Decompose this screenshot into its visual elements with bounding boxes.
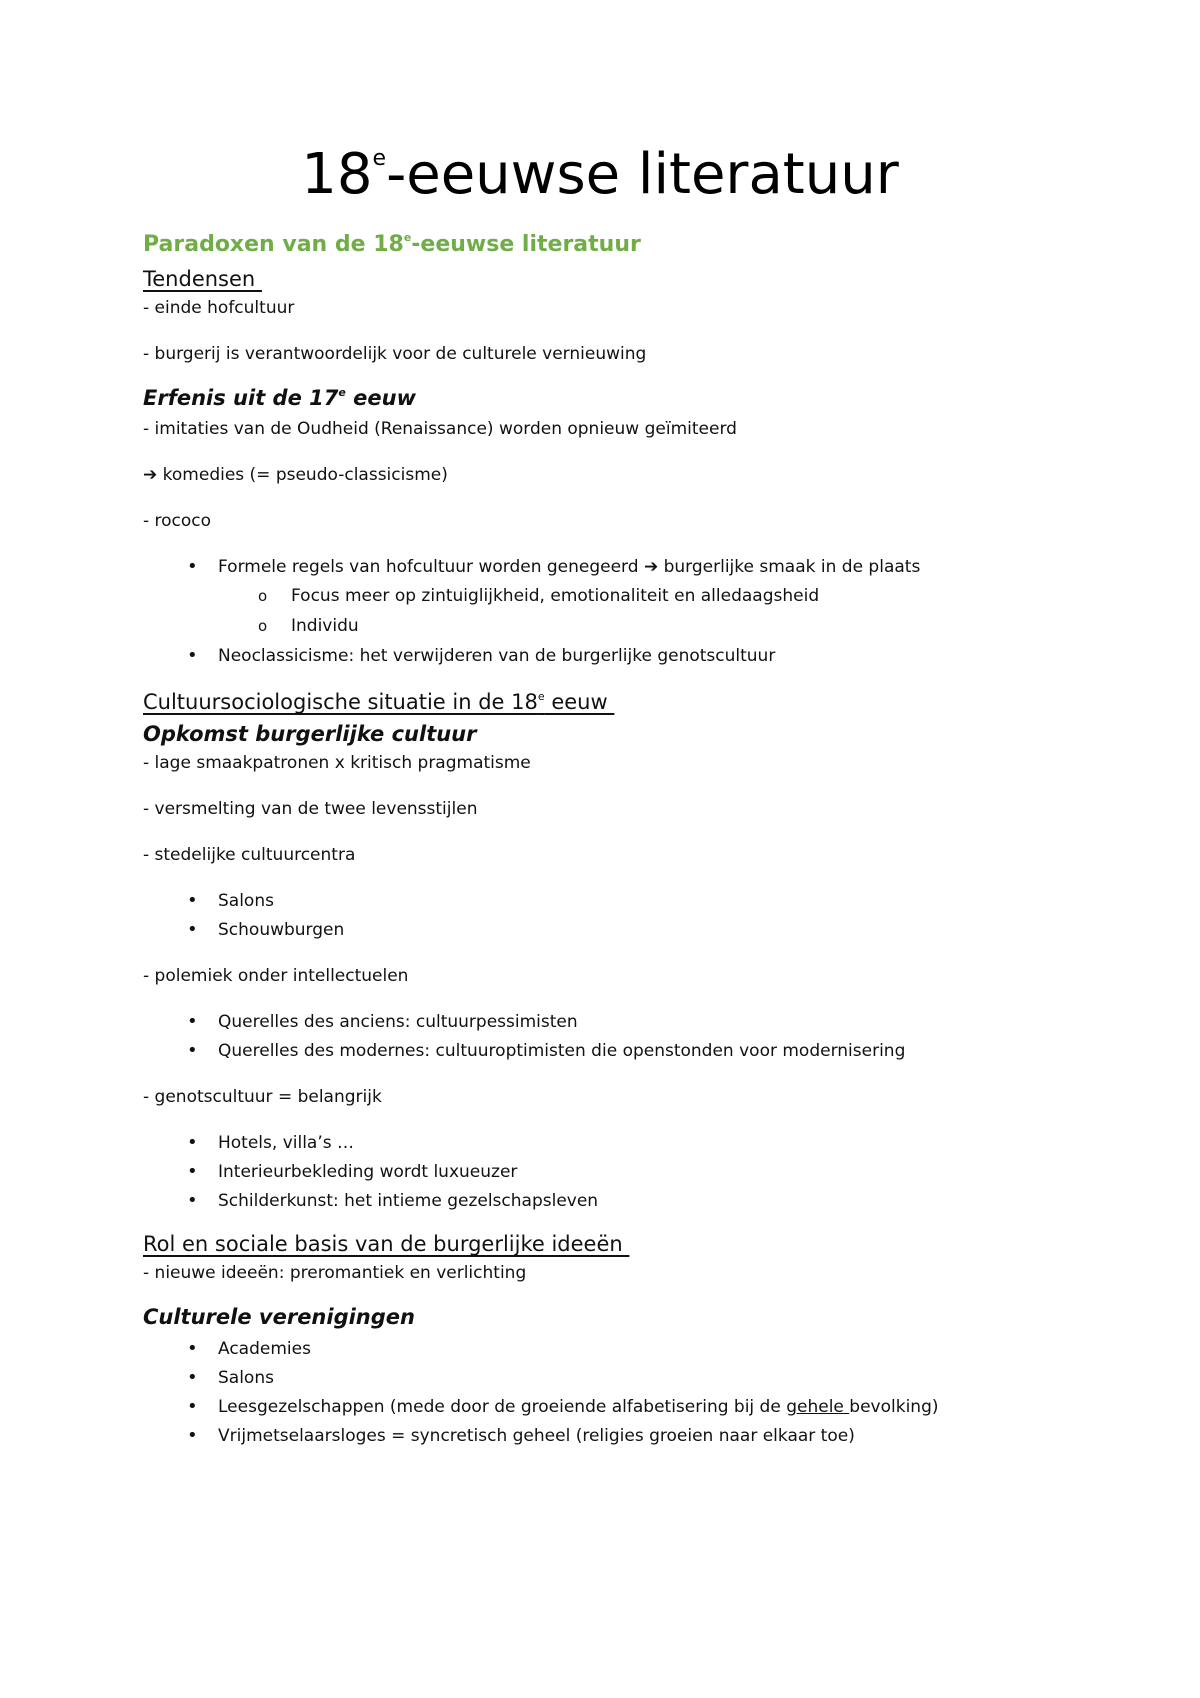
list-item: • Querelles des modernes: cultuuroptimisten die openstonden voor modernisering <box>218 1039 905 1063</box>
text-line: - genotscultuur = belangrijk <box>143 1087 382 1107</box>
heading-text: Cultuursociologische situatie in de 18 <box>143 690 538 714</box>
item-text: Leesgezelschappen (mede door de groeiende alfabetisering bij de <box>218 1397 787 1417</box>
list-item: • Hotels, villa’s … <box>218 1131 354 1155</box>
text-line: - einde hofcultuur <box>143 298 295 318</box>
list-item <box>218 1395 939 1419</box>
text-line: - versmelting van de twee levensstijlen <box>143 799 478 819</box>
heading-superscript: e <box>537 690 545 703</box>
subheading-tendensen: Tendensen <box>143 267 262 291</box>
page-title <box>0 140 1200 210</box>
heading-text-rest: eeuw <box>345 386 416 410</box>
sub-list-item: o Focus meer op zintuiglijkheid, emotionaliteit en alledaagsheid <box>291 584 819 608</box>
heading-superscript: e <box>338 386 346 399</box>
text-line: - lage smaakpatronen x kritisch pragmatisme <box>143 753 531 773</box>
title-text: 18 <box>301 142 373 207</box>
item-text: Formele regels van hofcultuur worden genegeerd <box>218 557 644 577</box>
text-line: - rococo <box>143 511 212 531</box>
text-line: - nieuwe ideeën: preromantiek en verlichting <box>143 1263 527 1283</box>
list-item: • Salons <box>218 1366 274 1390</box>
text-line: - imitaties van de Oudheid (Renaissance) worden opnieuw geïmiteerd <box>143 419 737 439</box>
subheading-rol-en-sociale-basis: Rol en sociale basis van de burgerlijke ideeën <box>143 1232 630 1256</box>
sub-list-item: o Individu <box>291 614 359 638</box>
text-line: - stedelijke cultuurcentra <box>143 845 356 865</box>
list-item: • Schouwburgen <box>218 918 344 942</box>
heading-text: Paradoxen van de 18 <box>143 232 404 257</box>
subheading-cultuursociologische-situatie <box>143 688 614 716</box>
subheading-culturele-verenigingen: Culturele verenigingen <box>143 1305 415 1329</box>
list-item: • Academies <box>218 1337 311 1361</box>
list-item: • Salons <box>218 889 274 913</box>
text-line: - burgerij is verantwoordelijk voor de culturele vernieuwing <box>143 344 647 364</box>
list-item: • Vrijmetselaarsloges = syncretisch geheel (religies groeien naar elkaar toe) <box>218 1424 855 1448</box>
arrow-icon: ➔ <box>143 465 158 485</box>
list-item: • Interieurbekleding wordt luxueuzer <box>218 1160 517 1184</box>
section-heading-paradoxen <box>143 230 641 260</box>
text-line: - polemiek onder intellectuelen <box>143 966 409 986</box>
arrow-icon: ➔ <box>643 557 659 577</box>
subheading-erfenis <box>143 384 416 412</box>
item-text-rest: bevolking) <box>849 1397 939 1417</box>
heading-superscript: e <box>403 231 412 244</box>
line-text: komedies (= pseudo-classicisme) <box>157 465 448 485</box>
title-text-rest: -eeuwse literatuur <box>386 142 899 207</box>
subheading-opkomst: Opkomst burgerlijke cultuur <box>143 722 477 746</box>
item-text-rest: burgerlijke smaak in de plaats <box>658 557 921 577</box>
heading-text-rest: -eeuwse literatuur <box>411 232 641 257</box>
list-item: • Querelles des anciens: cultuurpessimisten <box>218 1010 578 1034</box>
text-line <box>143 463 448 487</box>
heading-text-rest: eeuw <box>544 690 615 714</box>
underlined-word: gehele <box>786 1397 850 1417</box>
list-item: • Neoclassicisme: het verwijderen van de burgerlijke genotscultuur <box>218 644 775 668</box>
list-item <box>218 555 920 579</box>
title-superscript: e <box>372 146 387 171</box>
heading-text: Erfenis uit de 17 <box>143 386 339 410</box>
list-item: • Schilderkunst: het intieme gezelschapsleven <box>218 1189 598 1213</box>
